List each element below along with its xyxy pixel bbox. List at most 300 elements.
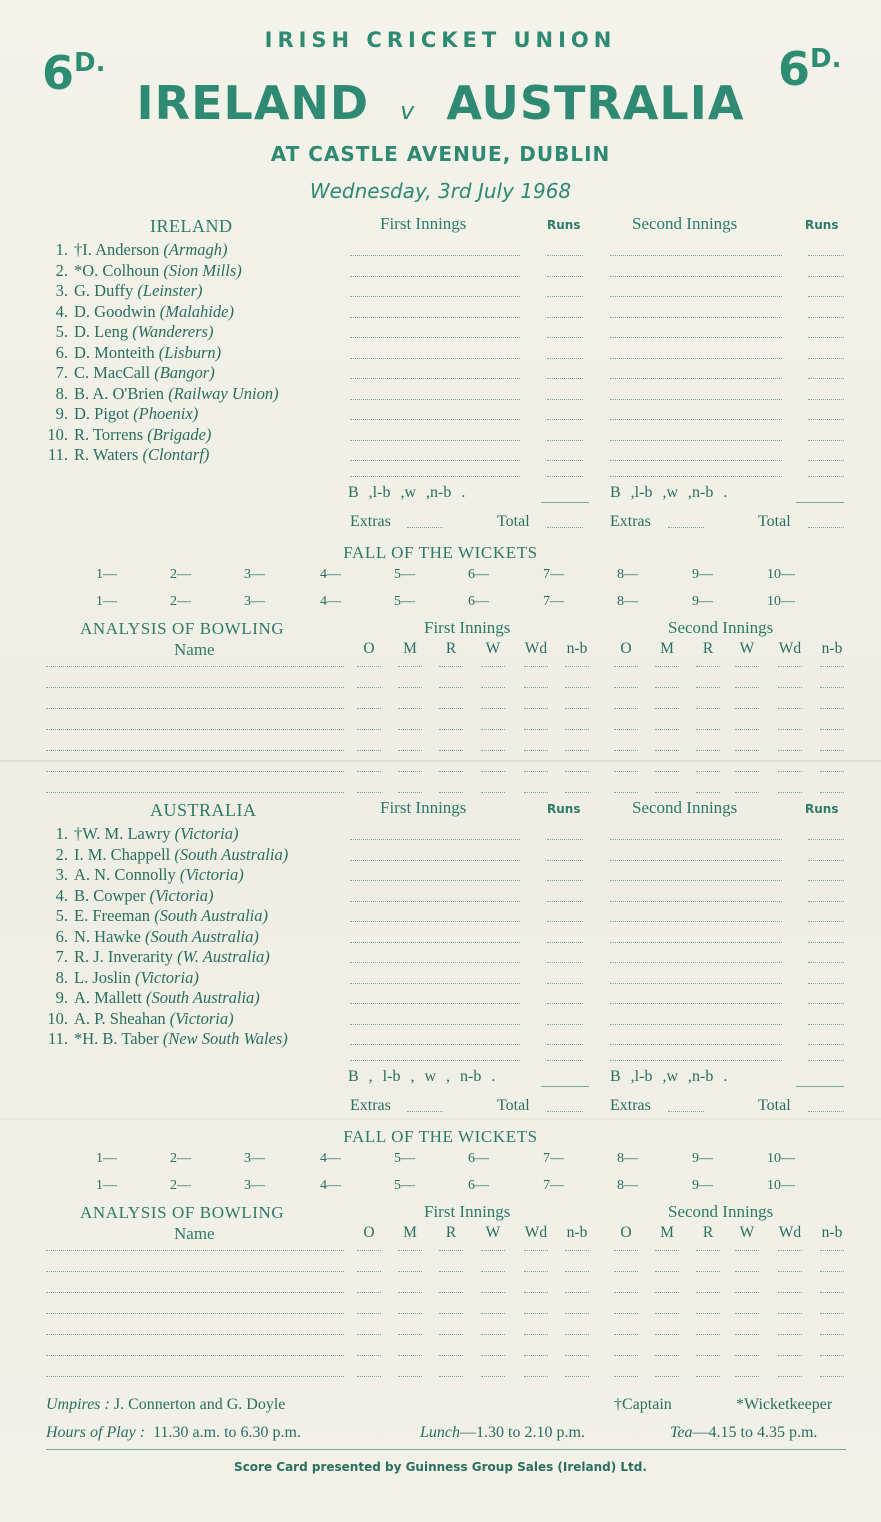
bowling-figure-line xyxy=(614,729,638,730)
ireland-wicket-5-slot: 5— xyxy=(394,594,415,609)
bowling-figure-line xyxy=(565,1334,589,1335)
australia-wicket-9-slot: 9— xyxy=(692,1151,713,1166)
ireland-wicket-2-slot: 2— xyxy=(170,567,191,582)
dotted-line xyxy=(808,476,844,477)
ireland-wicket-8-slot: 8— xyxy=(617,567,638,582)
bowling-figure-line xyxy=(481,750,505,751)
player-club: (Armagh) xyxy=(163,240,228,259)
bowling-figure-line xyxy=(820,729,844,730)
first-innings-line xyxy=(350,901,520,902)
australia-player-number: 9. xyxy=(55,988,68,1007)
australia-player-number: 5. xyxy=(55,906,68,925)
dotted-line xyxy=(808,1060,844,1061)
bowling-figure-line xyxy=(614,771,638,772)
bowling-figure-line xyxy=(820,1313,844,1314)
ireland-bowler-name-heading: Name xyxy=(174,640,215,659)
bowling-figure-line xyxy=(655,687,679,688)
second-innings-runs-line xyxy=(808,317,844,318)
bowler-name-line xyxy=(46,687,344,688)
bowling-figure-line xyxy=(696,1292,720,1293)
second-innings-runs-line xyxy=(808,255,844,256)
bowling-figure-line xyxy=(778,729,802,730)
australia-player-number: 10. xyxy=(47,1009,68,1028)
ireland-player-number: 2. xyxy=(55,261,68,280)
australia-player-number: 11. xyxy=(47,1029,68,1048)
bowling-figure-line xyxy=(481,1334,505,1335)
match-date: Wednesday, 3rd July 1968 xyxy=(309,179,572,203)
ireland-wicket-7-slot: 7— xyxy=(543,594,564,609)
player-name: †W. M. Lawry xyxy=(74,824,171,843)
australia-bowling-col-2: R xyxy=(445,1224,457,1241)
ireland-total-label: Total xyxy=(497,513,530,530)
bowling-figure-line xyxy=(398,708,422,709)
bowling-figure-line xyxy=(735,1355,759,1356)
ireland-wicket-7-slot: 7— xyxy=(543,567,564,582)
bowling-figure-line xyxy=(357,1250,381,1251)
bowling-figure-line xyxy=(735,750,759,751)
australia-bowling-first-innings: First Innings xyxy=(424,1202,511,1221)
bowling-figure-line xyxy=(481,666,505,667)
australia-bowling-col-5: n-b xyxy=(821,1224,843,1241)
bowling-figure-line xyxy=(778,687,802,688)
ireland-bowling-heading: ANALYSIS OF BOWLING xyxy=(80,619,285,638)
second-innings-line xyxy=(610,942,782,943)
player-name: *H. B. Taber xyxy=(74,1029,159,1048)
ireland-bowling-col-5: n-b xyxy=(566,640,588,657)
bowler-name-line xyxy=(46,771,344,772)
ireland-player-number: 7. xyxy=(55,363,68,382)
ireland-extras-breakdown-second: B ,l-b ,w ,n-b . xyxy=(610,484,728,501)
australia-second-innings-heading: Second Innings xyxy=(632,798,738,817)
first-innings-runs-line xyxy=(547,317,583,318)
bowling-figure-line xyxy=(696,1313,720,1314)
dotted-line xyxy=(610,476,782,477)
ireland-bowling-col-2: R xyxy=(702,640,714,657)
player-name: E. Freeman xyxy=(74,906,151,925)
second-innings-line xyxy=(610,1003,782,1004)
ireland-player-entry xyxy=(74,302,234,322)
bowling-figure-line xyxy=(357,1313,381,1314)
ireland-player-entry xyxy=(74,384,279,404)
bowling-figure-line xyxy=(614,1376,638,1377)
australia-team-heading: AUSTRALIA xyxy=(150,800,257,820)
player-club: (Victoria) xyxy=(174,824,239,843)
australia-player-entry xyxy=(74,865,244,885)
bowling-figure-line xyxy=(696,708,720,709)
bowling-figure-line xyxy=(439,1334,463,1335)
first-innings-runs-line xyxy=(547,860,583,861)
second-innings-line xyxy=(610,317,782,318)
australia-extras-total-line xyxy=(541,1086,589,1087)
ireland-player-number: 8. xyxy=(55,384,68,403)
bowling-figure-line xyxy=(655,1292,679,1293)
bowling-figure-line xyxy=(565,750,589,751)
first-innings-line xyxy=(350,921,520,922)
bowling-figure-line xyxy=(524,1271,548,1272)
bowling-figure-line xyxy=(357,1334,381,1335)
bowling-figure-line xyxy=(481,1313,505,1314)
ireland-fall-of-wickets-heading: FALL OF THE WICKETS xyxy=(343,543,538,562)
australia-runs-heading: Runs xyxy=(547,802,581,816)
bowling-figure-line xyxy=(565,771,589,772)
ireland-bowling-col-3: W xyxy=(739,640,755,657)
first-innings-line xyxy=(350,983,520,984)
hours-of-play: Hours of Play : 11.30 a.m. to 6.30 p.m. xyxy=(46,1424,301,1441)
bowling-figure-line xyxy=(655,729,679,730)
ireland-player-number: 11. xyxy=(47,445,68,464)
player-club: (Wanderers) xyxy=(132,322,214,341)
player-name: †I. Anderson xyxy=(74,240,160,259)
bowling-figure-line xyxy=(735,1271,759,1272)
second-innings-runs-line xyxy=(808,276,844,277)
bowling-figure-line xyxy=(614,792,638,793)
bowling-figure-line xyxy=(655,1376,679,1377)
bowler-name-line xyxy=(46,1355,344,1356)
dotted-line xyxy=(547,527,583,528)
australia-total-label: Total xyxy=(497,1097,530,1114)
bowling-figure-line xyxy=(565,687,589,688)
dotted-line xyxy=(407,1111,443,1112)
player-name: C. MacCall xyxy=(74,363,151,382)
australia-bowling-col-0: O xyxy=(363,1224,375,1241)
player-club: (South Australia) xyxy=(145,927,259,946)
bowling-figure-line xyxy=(481,708,505,709)
player-club: (South Australia) xyxy=(154,906,269,925)
bowling-figure-line xyxy=(696,1334,720,1335)
second-innings-runs-line xyxy=(808,419,844,420)
australia-player-number: 4. xyxy=(55,886,68,905)
bowling-figure-line xyxy=(696,1376,720,1377)
bowling-figure-line xyxy=(735,1334,759,1335)
first-innings-line xyxy=(350,440,520,441)
ireland-wicket-6-slot: 6— xyxy=(468,594,489,609)
ireland-team-heading: IRELAND xyxy=(150,216,233,236)
bowling-figure-line xyxy=(524,729,548,730)
bowler-name-line xyxy=(46,1313,344,1314)
australia-player-entry xyxy=(74,886,213,906)
ireland-player-number: 10. xyxy=(47,425,68,444)
australia-wicket-2-slot: 2— xyxy=(170,1178,191,1193)
australia-bowling-col-3: W xyxy=(739,1224,755,1241)
ireland-wicket-5-slot: 5— xyxy=(394,567,415,582)
bowling-figure-line xyxy=(524,792,548,793)
second-innings-line xyxy=(610,921,782,922)
bowling-figure-line xyxy=(481,1250,505,1251)
australia-player-entry xyxy=(74,927,259,947)
bowling-figure-line xyxy=(398,771,422,772)
australia-wicket-5-slot: 5— xyxy=(394,1178,415,1193)
first-innings-runs-line xyxy=(547,983,583,984)
second-innings-line xyxy=(610,1044,782,1045)
bowling-figure-line xyxy=(357,1355,381,1356)
title-versus: v xyxy=(400,97,416,125)
ireland-player-number: 1. xyxy=(55,240,68,259)
bowling-figure-line xyxy=(439,750,463,751)
dotted-line xyxy=(350,476,520,477)
wicketkeeper-key: *Wicketkeeper xyxy=(736,1396,833,1413)
australia-player-entry xyxy=(74,988,260,1008)
bowling-figure-line xyxy=(778,792,802,793)
bowling-figure-line xyxy=(614,1292,638,1293)
second-innings-runs-line xyxy=(808,1044,844,1045)
first-innings-line xyxy=(350,378,520,379)
bowling-figure-line xyxy=(357,1292,381,1293)
ireland-wicket-2-slot: 2— xyxy=(170,594,191,609)
second-innings-line xyxy=(610,839,782,840)
bowling-figure-line xyxy=(696,1271,720,1272)
paper-fold xyxy=(0,760,881,762)
second-innings-line xyxy=(610,378,782,379)
ireland-player-entry xyxy=(74,425,211,445)
player-name: B. A. O'Brien xyxy=(74,384,165,403)
bowling-figure-line xyxy=(481,729,505,730)
ireland-wicket-10-slot: 10— xyxy=(767,567,795,582)
bowling-figure-line xyxy=(820,1334,844,1335)
bowling-figure-line xyxy=(735,687,759,688)
bowling-figure-line xyxy=(655,1355,679,1356)
ireland-player-entry xyxy=(74,445,209,465)
bowling-figure-line xyxy=(524,771,548,772)
bowling-figure-line xyxy=(735,1250,759,1251)
bowling-figure-line xyxy=(524,708,548,709)
bowling-figure-line xyxy=(565,1271,589,1272)
australia-wicket-2-slot: 2— xyxy=(170,1151,191,1166)
australia-player-number: 6. xyxy=(55,927,68,946)
australia-bowling-col-4: Wd xyxy=(524,1224,548,1241)
ireland-bowling-col-4: Wd xyxy=(524,640,548,657)
first-innings-runs-line xyxy=(547,399,583,400)
bowling-figure-line xyxy=(565,792,589,793)
bowling-figure-line xyxy=(655,1271,679,1272)
dotted-line xyxy=(668,527,704,528)
second-innings-runs-line xyxy=(808,378,844,379)
bowling-figure-line xyxy=(481,771,505,772)
second-innings-runs-line xyxy=(808,296,844,297)
player-name: D. Monteith xyxy=(74,343,155,362)
dotted-line xyxy=(350,1060,520,1061)
bowling-figure-line xyxy=(696,771,720,772)
bowling-figure-line xyxy=(439,729,463,730)
ireland-bowling-col-0: O xyxy=(363,640,375,657)
australia-player-number: 1. xyxy=(55,824,68,843)
player-name: L. Joslin xyxy=(74,968,131,987)
title-away: AUSTRALIA xyxy=(446,76,745,130)
second-innings-line xyxy=(610,1024,782,1025)
player-club: (New South Wales) xyxy=(162,1029,288,1048)
australia-player-entry xyxy=(74,824,239,844)
bowling-figure-line xyxy=(735,771,759,772)
player-club: (Leinster) xyxy=(137,281,203,300)
price-right: $6^{D.}$ xyxy=(778,42,842,96)
second-innings-line xyxy=(610,296,782,297)
first-innings-runs-line xyxy=(547,1044,583,1045)
ireland-bowling-col-5: n-b xyxy=(821,640,843,657)
bowling-figure-line xyxy=(778,1376,802,1377)
australia-bowler-name-heading: Name xyxy=(174,1224,215,1243)
first-innings-line xyxy=(350,839,520,840)
ireland-bowling-first-innings: First Innings xyxy=(424,618,511,637)
first-innings-line xyxy=(350,460,520,461)
ireland-player-entry xyxy=(74,261,242,281)
bowling-figure-line xyxy=(398,1313,422,1314)
australia-wicket-8-slot: 8— xyxy=(617,1151,638,1166)
bowling-figure-line xyxy=(357,666,381,667)
bowling-figure-line xyxy=(357,1376,381,1377)
second-innings-runs-line xyxy=(808,358,844,359)
second-innings-runs-line xyxy=(808,839,844,840)
second-innings-runs-line xyxy=(808,983,844,984)
bowling-figure-line xyxy=(696,1250,720,1251)
player-club: (South Australia) xyxy=(145,988,260,1007)
bowling-figure-line xyxy=(565,1313,589,1314)
dotted-line xyxy=(610,1060,782,1061)
player-club: (South Australia) xyxy=(174,845,289,864)
bowler-name-line xyxy=(46,1376,344,1377)
bowling-figure-line xyxy=(820,1271,844,1272)
bowling-figure-line xyxy=(524,1313,548,1314)
australia-bowling-heading: ANALYSIS OF BOWLING xyxy=(80,1203,285,1222)
australia-extras-label: Extras xyxy=(610,1097,651,1114)
lunch-time: Lunch—1.30 to 2.10 p.m. xyxy=(420,1424,585,1441)
australia-wicket-6-slot: 6— xyxy=(468,1151,489,1166)
bowling-figure-line xyxy=(696,1355,720,1356)
bowling-figure-line xyxy=(696,750,720,751)
second-innings-runs-line xyxy=(808,1024,844,1025)
player-club: (Bangor) xyxy=(154,363,215,382)
bowling-figure-line xyxy=(614,1313,638,1314)
player-club: (Brigade) xyxy=(147,425,212,444)
player-club: (Victoria) xyxy=(134,968,199,987)
australia-wicket-4-slot: 4— xyxy=(320,1178,341,1193)
bowling-figure-line xyxy=(524,1292,548,1293)
dotted-line xyxy=(547,1060,583,1061)
bowling-figure-line xyxy=(820,771,844,772)
second-innings-line xyxy=(610,460,782,461)
australia-player-entry xyxy=(74,947,270,967)
bowling-figure-line xyxy=(357,771,381,772)
bowler-name-line xyxy=(46,750,344,751)
bowling-figure-line xyxy=(398,1376,422,1377)
australia-wicket-1-slot: 1— xyxy=(96,1151,117,1166)
bowling-figure-line xyxy=(439,792,463,793)
player-name: A. N. Connolly xyxy=(74,865,176,884)
ireland-total-label: Total xyxy=(758,513,791,530)
bowler-name-line xyxy=(46,1271,344,1272)
first-innings-line xyxy=(350,1044,520,1045)
player-name: G. Duffy xyxy=(74,281,134,300)
dotted-line xyxy=(808,527,844,528)
australia-player-entry xyxy=(74,968,199,988)
bowler-name-line xyxy=(46,1334,344,1335)
bowling-figure-line xyxy=(565,1292,589,1293)
bowling-figure-line xyxy=(655,1313,679,1314)
bowling-figure-line xyxy=(524,1355,548,1356)
bowling-figure-line xyxy=(820,792,844,793)
bowling-figure-line xyxy=(481,1376,505,1377)
bowling-figure-line xyxy=(565,666,589,667)
venue: AT CASTLE AVENUE, DUBLIN xyxy=(270,142,611,166)
first-innings-line xyxy=(350,337,520,338)
bowling-figure-line xyxy=(398,687,422,688)
player-club: (Phoenix) xyxy=(133,404,199,423)
bowling-figure-line xyxy=(735,1313,759,1314)
ireland-wicket-1-slot: 1— xyxy=(96,594,117,609)
australia-player-number: 2. xyxy=(55,845,68,864)
first-innings-runs-line xyxy=(547,276,583,277)
bowling-figure-line xyxy=(357,1271,381,1272)
bowling-figure-line xyxy=(655,792,679,793)
first-innings-runs-line xyxy=(547,839,583,840)
first-innings-line xyxy=(350,1003,520,1004)
bowling-figure-line xyxy=(778,666,802,667)
player-name: *O. Colhoun xyxy=(74,261,160,280)
first-innings-runs-line xyxy=(547,962,583,963)
ireland-player-number: 3. xyxy=(55,281,68,300)
second-innings-runs-line xyxy=(808,921,844,922)
ireland-wicket-9-slot: 9— xyxy=(692,567,713,582)
bowling-figure-line xyxy=(735,1376,759,1377)
first-innings-line xyxy=(350,860,520,861)
bowling-figure-line xyxy=(565,1250,589,1251)
second-innings-runs-line xyxy=(808,880,844,881)
bowling-figure-line xyxy=(614,1271,638,1272)
bowling-figure-line xyxy=(778,1292,802,1293)
second-innings-runs-line xyxy=(808,1003,844,1004)
bowling-figure-line xyxy=(778,1313,802,1314)
bowling-figure-line xyxy=(439,1376,463,1377)
australia-bowling-second-innings: Second Innings xyxy=(668,1202,774,1221)
bowling-figure-line xyxy=(357,687,381,688)
first-innings-runs-line xyxy=(547,419,583,420)
australia-runs-heading: Runs xyxy=(805,802,839,816)
ireland-extras-breakdown-first: B ,l-b ,w ,n-b . xyxy=(348,484,466,501)
australia-wicket-5-slot: 5— xyxy=(394,1151,415,1166)
bowling-figure-line xyxy=(398,666,422,667)
first-innings-line xyxy=(350,358,520,359)
title-home: IRELAND xyxy=(136,76,370,130)
australia-extras-total-line xyxy=(796,1086,844,1087)
bowler-name-line xyxy=(46,1250,344,1251)
ireland-runs-heading: Runs xyxy=(805,218,839,232)
bowling-figure-line xyxy=(357,729,381,730)
bowling-figure-line xyxy=(614,687,638,688)
bowling-figure-line xyxy=(820,1250,844,1251)
first-innings-runs-line xyxy=(547,378,583,379)
first-innings-runs-line xyxy=(547,880,583,881)
bowling-figure-line xyxy=(398,729,422,730)
first-innings-line xyxy=(350,399,520,400)
bowling-figure-line xyxy=(439,708,463,709)
player-club: (Victoria) xyxy=(149,886,214,905)
australia-bowling-col-0: O xyxy=(620,1224,632,1241)
ireland-player-entry xyxy=(74,343,221,363)
player-name: D. Leng xyxy=(74,322,129,341)
bowling-figure-line xyxy=(735,708,759,709)
second-innings-line xyxy=(610,901,782,902)
player-club: (Victoria) xyxy=(179,865,244,884)
second-innings-runs-line xyxy=(808,942,844,943)
bowling-figure-line xyxy=(778,771,802,772)
dotted-line xyxy=(547,476,583,477)
player-club: (Railway Union) xyxy=(168,384,279,403)
player-name: R. Torrens xyxy=(74,425,144,444)
australia-extras-breakdown-first: B , l-b , w , n-b . xyxy=(348,1068,496,1085)
bowling-figure-line xyxy=(398,1355,422,1356)
bowling-figure-line xyxy=(655,771,679,772)
ireland-player-entry xyxy=(74,240,228,260)
bowling-figure-line xyxy=(565,1376,589,1377)
bowler-name-line xyxy=(46,1292,344,1293)
